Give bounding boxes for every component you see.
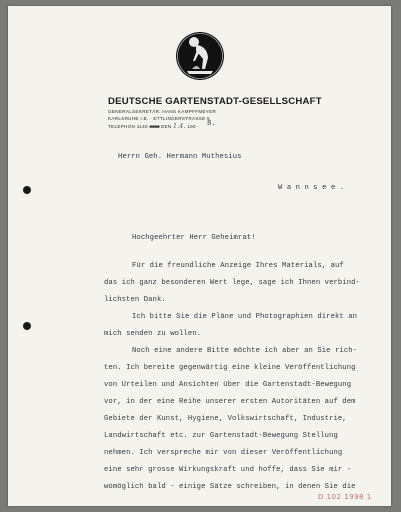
year-digit: 8. (207, 120, 216, 128)
organization-name: DEUTSCHE GARTENSTADT-GESELLSCHAFT (108, 96, 322, 107)
date-label: DEN (160, 124, 172, 129)
address-line: KARLSRUHE I.B. · ETTLINGERSTRASSE 5 (108, 116, 210, 121)
recipient-place: W a n n s e e . (278, 184, 345, 192)
phone-line: TELEPHON 1140 (108, 124, 148, 129)
date-boxes: ■■■■ (149, 124, 160, 129)
body-line: vor, in der eine Reihe unserer ersten Autoritäten auf dem (104, 398, 356, 406)
body-line: lichsten Dank. (104, 296, 166, 304)
archive-mark: D 102 1998 1 (318, 493, 372, 501)
body-line: ten. Ich bereite gegenwärtig eine kleine Veröffentlichung (104, 364, 356, 372)
punch-hole-bottom (23, 322, 31, 330)
recipient-name: Herrn Geh. Hermann Muthesius (118, 153, 242, 161)
secretary-line: GENERALSEKRETÄR: HANS KAMPFFMEYER (108, 109, 217, 114)
body-line: nehmen. Ich verspreche mir von dieser Veröffentlichung (104, 449, 343, 457)
salutation: Hochgeehrter Herr Geheimrat! (132, 234, 256, 242)
handwritten-date: 1.4. (173, 123, 186, 130)
body-line: womöglich bald - einige Sätze schreiben, in denen Sie die (104, 483, 356, 491)
year-prefix: 190 (187, 124, 196, 129)
body-line: Noch eine andere Bitte möchte ich aber an Sie rich- (132, 347, 358, 355)
body-line: Für die freundliche Anzeige Ihres Materials, auf (132, 262, 344, 270)
body-line: Landwirtschaft etc. zur Gartenstadt-Bewegung Stellung (104, 432, 338, 440)
body-line: das ich ganz besonderen Wert lege, sage ich Ihnen verbind- (104, 279, 360, 287)
body-line: Gebiete der Kunst, Hygiene, Volkswirtschaft, Industrie, (104, 415, 347, 423)
society-emblem-icon (175, 31, 225, 81)
body-line: eine sehr grosse Wirkungskraft und hoffe, dass Sie mir - (104, 466, 352, 474)
punch-hole-top (23, 186, 31, 194)
body-line: mich senden zu wollen. (104, 330, 202, 338)
body-line: Ich bitte Sie die Pläne und Photographien direkt an (132, 313, 358, 321)
body-line: von Urteilen und Ansichten über die Gartenstadt-Bewegung (104, 381, 352, 389)
letter-sheet (8, 6, 391, 506)
